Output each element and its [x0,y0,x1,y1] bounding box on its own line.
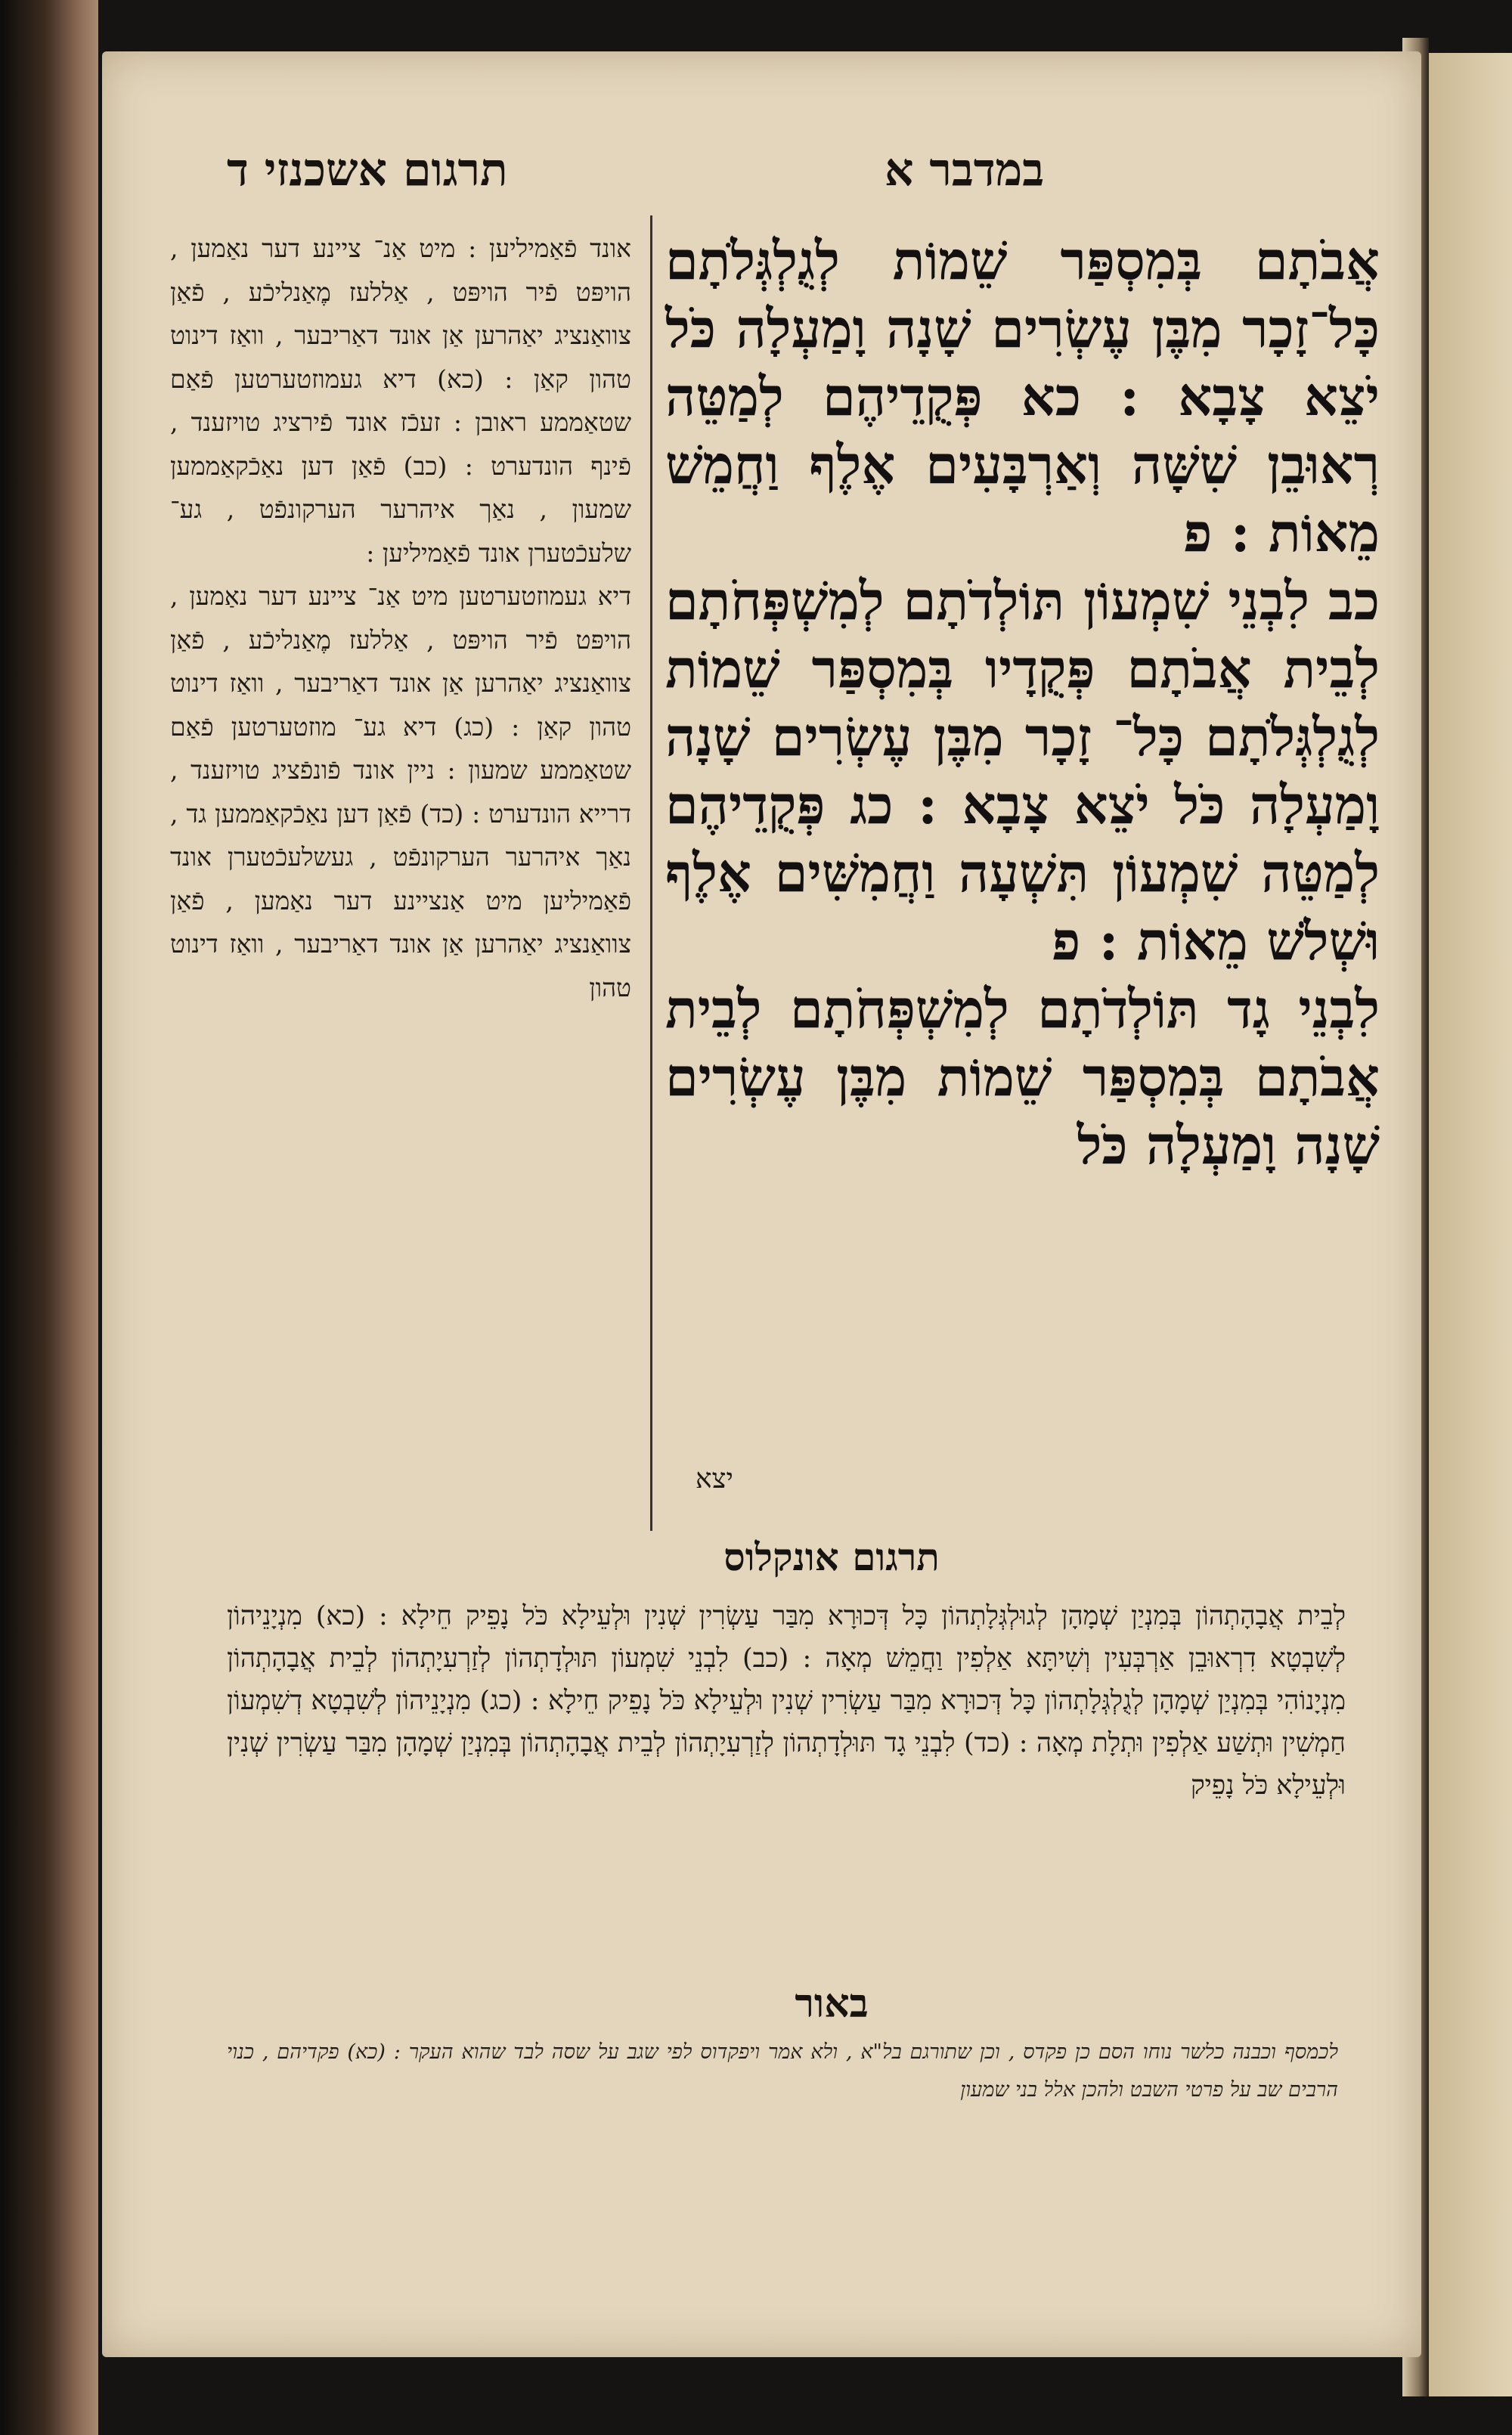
verse-block: כב לִבְנֵי שִׁמְעוֹן תּוֹלְדֹתָם לְמִשְׁפְּחֹתָם לְבֵית אֲבֹתָם פְּקֻדָיו בְּמִסְפַּר שֵׁמוֹת לְגֻלְגְּלֹתָם כָּל־ זָכָר מִבֶּן עֶשְׂרִים שָׁנָה וָמַעְלָה כֹּל יֹצֵא צָבָא : כג פְּקֻדֵיהֶם לְמַטֵּה שִׁמְעוֹן תִּשְׁעָה וַחֲמִשִּׁים אֶלֶף וּשְׁלֹשׁ מֵאוֹת : פ [665,569,1380,972]
running-header-left: תרגום אשכנזי ד [227,144,508,197]
running-header-right: במדבר א [885,144,1045,197]
verse-block: לִבְנֵי גָד תּוֹלְדֹתָם לְמִשְׁפְּחֹתָם לְבֵית אֲבֹתָם בְּמִסְפַּר שֵׁמוֹת מִבֶּן עֶשְׂרִים שָׁנָה וָמַעְלָה כֹּל [665,977,1380,1176]
biur-text: לכמסף וכבנה כלשר נוחו הסם כן פקדס , וכן שתורגם בל"א , ולא אמר ויפקדוס לפי שגב על שסה לבד שהוא העקר : (כא) פקדיהם , כנוי הרבים שב על פרטי השבט ולהכן אלל בני שמעון [227,2040,1338,2102]
onkelos-text: לְבֵית אֲבָהָתְהוֹן בְּמִנְיַן שְׁמָהָן לְגוּלְגְּלָתְהוֹן כָּל דְּכוּרָא מִבַּר עַשְׂרִין שְׁנִין וּלְעֵילָא כֹּל נָפֵיק חֵילָא : (כא) מִנְיָנֵיהוֹן לְשִׁבְטָא דִרְאוּבֵן אַרְבְּעִין וְשִׁיתָּא אַלְפִין וַחֲמֵשׁ מְאָה : (כב) לִבְנֵי שִׁמְעוֹן תּוּלְדָתְהוֹן לְזַרְעִיָתְהוֹן לְבֵית אֲבָהָתְהוֹן מִנְיָנוֹהִי בְּמִנְיַן שְׁמָהָן לְגֻלְגְּלָתְהוֹן כָּל דְּכוּרָא מִבַּר עַשְׂרִין שְׁנִין וּלְעֵילָא כֹּל נָפֵיק חֵילָא : (כג) מִנְיָנֵיהוֹן לְשִׁבְטָא דְשִׁמְעוֹן חַמְשִׁין וּתְשַׁע אַלְפִין וּתְלָת מְאָה : (כד) לִבְנֵי גָד תּוּלְדָתְהוֹן לְזַרְעִיָתְהוֹן לְבֵית אֲבָהָתְהוֹן בְּמִנְיַן שְׁמָהָן מִבַּר עַשְׂרִין שְׁנִין וּלְעֵילָא כֹּל נָפֵיק [227,1601,1346,1801]
verse-block: אֲבֹתָם בְּמִסְפַּר שֵׁמוֹת לְגֻלְגְּלֹתָם כָּל־זָכָר מִבֶּן עֶשְׂרִים שָׁנָה וָמַעְלָה כֹּל יֹצֵא צָבָא : כא פְּקֻדֵיהֶם לְמַטֵּה רְאוּבֵן שִׁשָּׁה וְאַרְבָּעִים אֶלֶף וַחֲמֵשׁ מֵאוֹת : פ [665,229,1380,564]
onkelos-title: תרגום אונקלוס [723,1535,940,1579]
translation-paragraph: דיא געמוזטערטען מיט אַנ־ ציינע דער נאַמען , הויפּט פֿיר הויפּט , אַללעז מֶאַנליכֿע , פֿאַן צוואַנציג יאַהרען אַן אונד דאַריבער , וואַז דינוט טהון קאַן : (כג) דיא גע־ מוזטערטען פֿאַם שטאַממע שמעון : ניין אונד פֿונפֿציג טויזענד , דרייא הונדערט : (כד) פֿאַן דען נאַכֿקאַממען גד , נאַך איהרער הערקונפֿט , געשלעכֿטערן אונד פֿאַמיליען מיט אַנציינע דער נאַמען , פֿאַן צוואַנציג יאַהרען אַן אונד דאַריבער , וואַז דינוט טהון [170,581,631,1002]
biur-title: באור [795,1981,869,2027]
yiddish-translation-column [170,227,631,1009]
translation-paragraph: אונד פֿאַמיליען : מיט אַנ־ ציינע דער נאַמען , הויפּט פֿיר הויפּט , אַללעז מֶאַנליכֿע , פֿאַן צוואַנציג יאַהרען אַן אונד דאַריבער , וואַז דינוט טהון קאַן : (כא) דיא געמוזטערטען פֿאַם שטאַממע ראובן : זעכֿז אונד פֿירציג טויזענד , פֿינף הונדערט : (כב) פֿאַן דען נאַכֿקאַממען שמעון , נאַך איהרער הערקונפֿט , גע־ שלעכֿטערן אונד פֿאַמיליען : [170,234,631,568]
column-divider [650,215,652,1531]
book-spine [0,0,98,2435]
next-page-edge [1429,53,1512,2396]
hebrew-main-text [665,227,1380,1179]
catchword: יצא [696,1464,733,1495]
